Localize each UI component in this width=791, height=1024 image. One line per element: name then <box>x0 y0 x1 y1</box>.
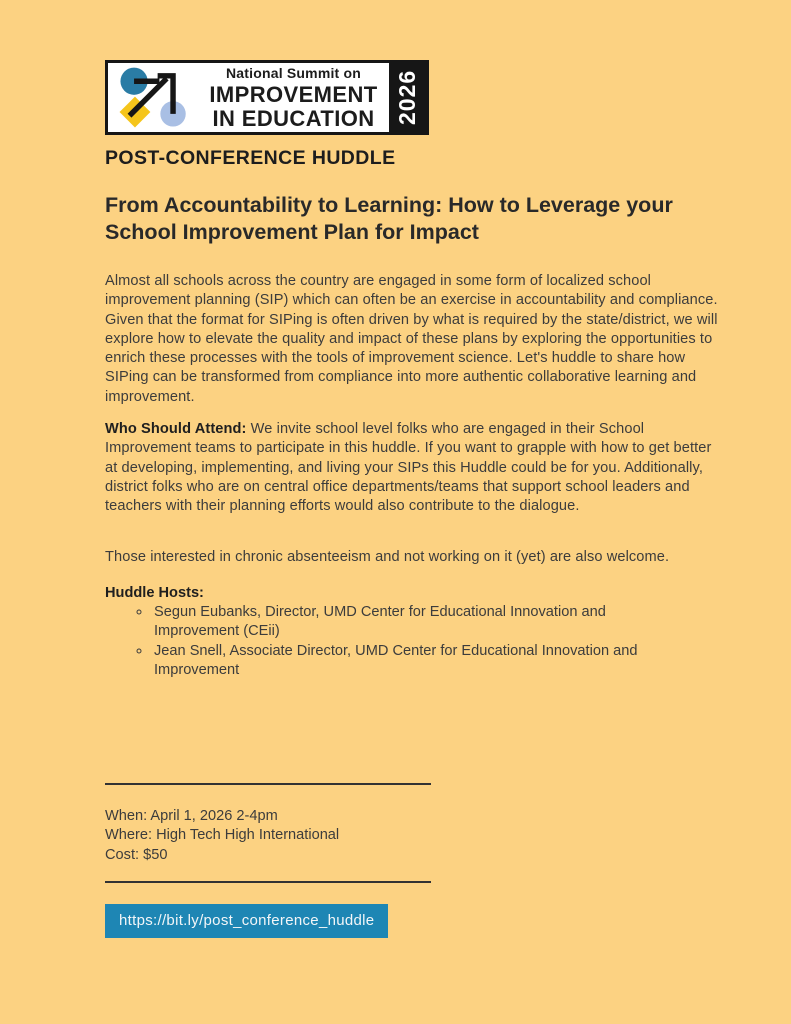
logo-year-badge: 2026 <box>389 63 426 132</box>
who-should-attend-label: Who Should Attend: <box>105 421 247 437</box>
growth-arrow-icon <box>108 63 200 132</box>
cost-line: Cost: $50 <box>105 846 168 863</box>
logo-title-line1: IMPROVEMENT <box>209 81 378 107</box>
event-kicker: POST-CONFERENCE HUDDLE <box>105 147 396 169</box>
host-item: ◦ Segun Eubanks, Director, UMD Center for Educational Innovation and Improvement (CEii) <box>152 603 695 642</box>
where-line: Where: High Tech High International <box>105 827 340 844</box>
who-should-attend-paragraph <box>105 420 719 516</box>
logo-title-line2: IN EDUCATION <box>212 105 375 131</box>
welcome-note: Those interested in chronic absenteeism and not working on it (yet) are also welcome. <box>105 549 670 565</box>
logo-wordmark <box>200 63 389 132</box>
who-should-attend-text: We invite school level folks who are engaged in their School Improvement teams to participate in this huddle. If you want to grapple with how to get better at developing, implementing, and living your SIPs this Huddle could be for you. Additionally, district folks who are on central office departments/teams that support school leaders and teachers with their planning efforts would also contribute to the dialogue. <box>105 421 712 515</box>
divider-top <box>105 783 431 785</box>
divider-bottom <box>105 881 431 883</box>
hosts-label: Huddle Hosts: <box>105 585 204 601</box>
summit-logo <box>105 60 429 135</box>
event-details <box>105 807 339 865</box>
host-item: ◦ Jean Snell, Associate Director, UMD Center for Educational Innovation and Improvement <box>152 642 695 681</box>
page-title: From Accountability to Learning: How to Leverage your School Improvement Plan for Impact <box>105 193 673 245</box>
logo-tagline: National Summit on <box>225 64 362 81</box>
intro-paragraph: Almost all schools across the country are engaged in some form of localized school improvement planning (SIP) which can often be an exercise in accountability and compliance. Given that the format for SIPing is often driven by what is required by the state/district, we will explore how to elevate the quality and impact of these plans by exploring the opportunities to enrich these processes with the tools of improvement science. Let's huddle to share how SIPing can be transformed from compliance into more authentic collaborative learning and improvement. <box>105 273 718 405</box>
registration-link-button[interactable]: https://bit.ly/post_conference_huddle <box>105 904 388 938</box>
hosts-list <box>105 603 695 680</box>
when-line: When: April 1, 2026 2-4pm <box>105 808 278 824</box>
